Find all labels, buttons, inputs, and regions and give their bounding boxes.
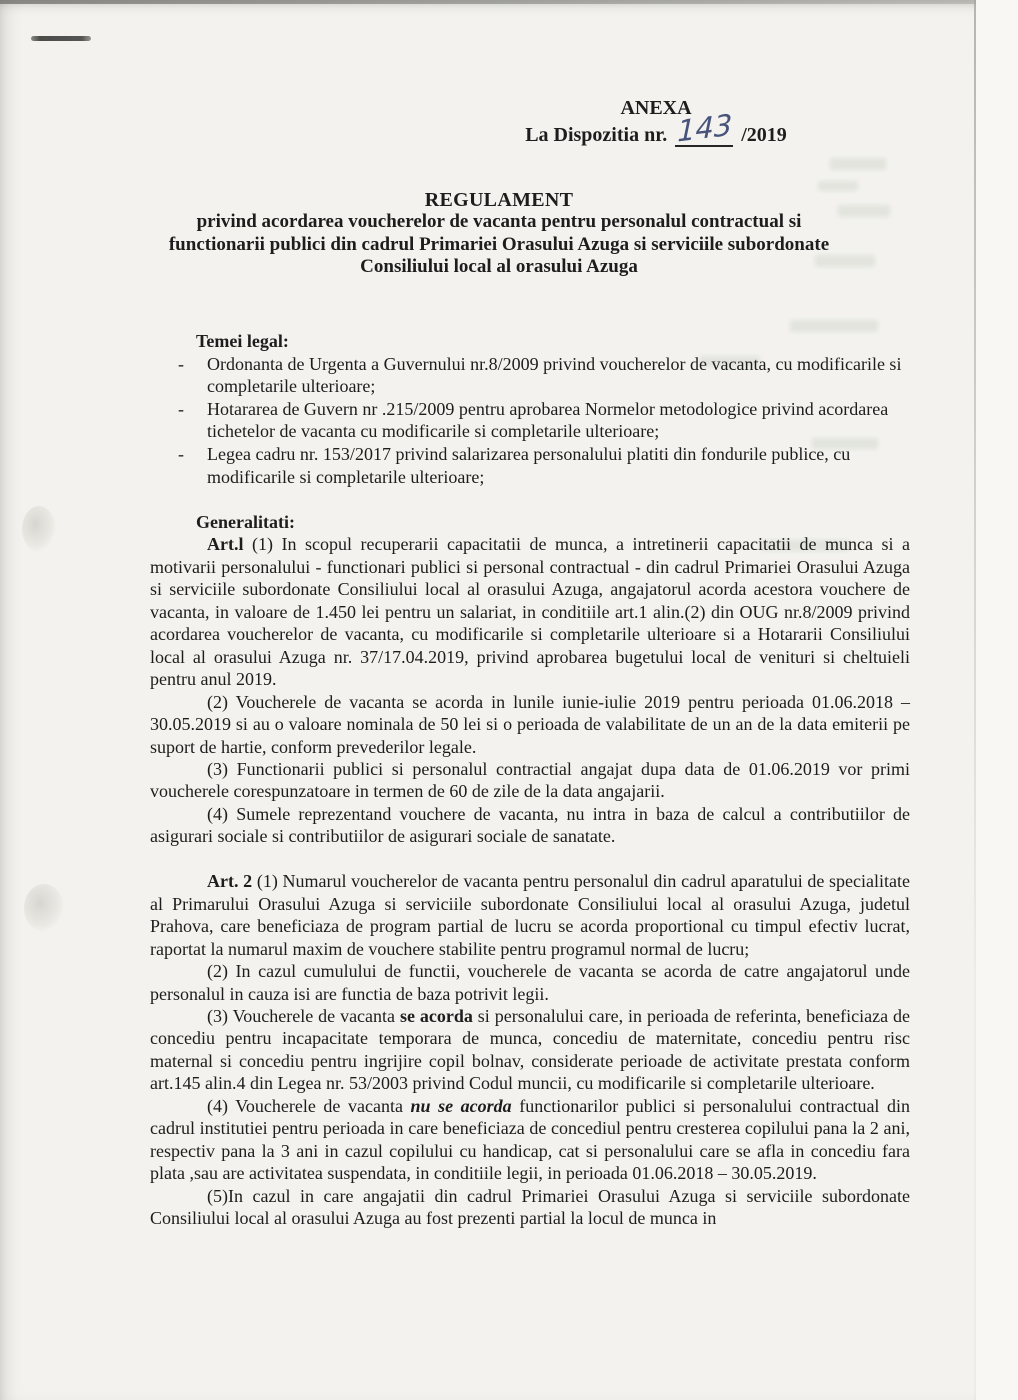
scan-top-edge-line (0, 0, 1018, 4)
article-1 (150, 533, 910, 847)
article-1-lead: Art.l (207, 534, 244, 555)
legal-basis-heading: Temei legal: (196, 331, 289, 351)
article-2-paragraph-3-pre: (3) Voucherele de vacanta (207, 1005, 400, 1026)
regulation-subtitle-line: functionarii publici din cadrul Primariei Orasului Azuga si serviciile subordonate (168, 233, 830, 255)
article-2-paragraph-2: (2) In cazul cumulului de functii, voucherele de vacanta se acorda de catre angajatorul unde personalul in cauza isi are functia de baza potrivit legii. (150, 961, 910, 1004)
generalities-section (150, 511, 910, 1229)
article-2 (150, 870, 910, 1229)
article-2-paragraph-4-emphasis: nu se acorda (410, 1095, 512, 1116)
article-1-paragraph-1 (150, 533, 910, 690)
article-2-paragraph-3-bold: se acorda (399, 1005, 473, 1026)
bullet-dash: - (178, 443, 184, 464)
article-1-paragraph-1-text: (1) In scopul recuperarii capacitatii de munca, a intretinerii capacitatii de munca si a motivarii personalului - functionari publici si personal contractual - din cadrul Primariei Orasului Azuga si serviciile subordonate Consiliului local al orasului Azuga, angajatorul acorda acestora vouchere de vacanta, in valoare de 1.450 lei pentru un salariat, in conditiile art.1 alin.(2) din OUG nr.8/2009 privind acordarea voucherelor de vacanta, cu modificarile si completarile ulterioare si a Hotararii Consiliului local al orasului Azuga nr. 37/17.04.2019, privind aprobarea bugetului local de venituri si cheltuieli pentru anul 2019. (150, 534, 910, 690)
article-2-paragraph-4 (150, 1095, 910, 1185)
disposition-year: /2019 (741, 124, 787, 146)
article-2-lead: Art. 2 (207, 871, 253, 892)
legal-basis-item (150, 443, 910, 488)
regulation-subtitle-line: Consiliului local al orasului Azuga (360, 256, 638, 278)
bullet-dash: - (178, 398, 184, 419)
article-2-paragraph-4-pre: (4) Voucherele de vacanta (207, 1095, 411, 1116)
regulation-heading: REGULAMENT (424, 189, 574, 211)
disposition-number-underline (675, 107, 733, 149)
page-fold-line (974, 0, 976, 1400)
regulation-subtitle-line: privind acordarea voucherelor de vacanta pentru personalul contractual si (196, 211, 802, 233)
handwritten-disposition-number: 143 (676, 107, 733, 149)
annex-header (518, 96, 794, 148)
disposition-prefix: La Dispozitia nr. (525, 124, 668, 146)
article-1-paragraph-2: (2) Voucherele de vacanta se acorda in lunile iunie-iulie 2019 pentru perioada 01.06.2018 – 30.05.2019 si au o valoare nominala de 50 lei si o perioada de valabilitate de un an de la data emiterii pe suport de hartie, conform prevederilor legale. (150, 691, 910, 757)
article-2-paragraph-1 (150, 870, 910, 960)
article-2-paragraph-1-text: (1) Numarul voucherelor de vacanta pentru personalul din cadrul aparatului de specialitate al Primarului Orasului Azuga si serviciile subordonate Consiliului local al orasului Azuga, judetul Prahova, care beneficiaza de program partial de lucru se acorda proportional cu timpul efectiv lucrat, raportat la numarul maxim de vouchere stabilite pentru programul normal de lucru; (150, 871, 911, 959)
legal-basis-item (150, 398, 910, 443)
legal-basis-item-text: Legea cadru nr. 153/2017 privind salarizarea personalului platiti din fondurile publice, cu modificarile si completarile ulterioare; (207, 443, 851, 487)
punch-hole-shadow (22, 506, 56, 552)
punch-hole-shadow (24, 884, 64, 932)
page-edge-strip (976, 0, 1018, 1400)
legal-basis-item (150, 353, 910, 398)
regulation-title-block (148, 189, 850, 279)
legal-basis-section (150, 330, 910, 488)
legal-basis-item-text: Hotararea de Guvern nr .215/2009 pentru aprobarea Normelor metodologice privind acordarea tichetelor de vacanta cu modificarile si completarile ulterioare; (207, 398, 889, 442)
article-1-paragraph-3: (3) Functionarii publici si personalul contractial angajat dupa data de 01.06.2019 vor primi voucherele corespunzatoare in termen de 60 de zile de la data angajarii. (150, 758, 910, 802)
generalities-heading: Generalitati: (196, 512, 295, 532)
bullet-dash: - (178, 353, 184, 374)
staple-mark (31, 36, 91, 41)
annex-label: ANEXA (620, 97, 692, 119)
bleedthrough-mark (830, 158, 886, 170)
article-1-paragraph-4: (4) Sumele reprezentand vouchere de vacanta, nu intra in baza de calcul a contributiilor de asigurari sociale si contributiilor de asigurari sociale de sanatate. (150, 803, 910, 847)
article-2-paragraph-5: (5)In cazul in care angajatii din cadrul Primariei Orasului Azuga si serviciile subordonate Consiliului local al orasului Azuga au fost prezenti partial la locul de munca in (150, 1185, 910, 1229)
legal-basis-item-text: Ordonanta de Urgenta a Guvernului nr.8/2009 privind voucherelor de vacanta, cu modificarile si completarile ulterioare; (207, 353, 902, 397)
article-2-paragraph-3-post: si personalului care, in perioada de referinta, beneficiaza de concediu pentru incapacitate temporara de munca, concediu de maternitate, concediu pentru risc maternal si concediu pentru ingrijire copil bolnav, considerate perioade de activitate prestata conform art.145 alin.4 din Legea nr. 53/2003 privind Codul muncii, cu modificarile si completarile ulterioare. (150, 1005, 910, 1094)
article-2-paragraph-4-post: functionarilor publici si personalului contractual din cadrul institutiei pentru perioada in care beneficiaza de concediul pentru cresterea copilului pana la 2 ani, respectiv pana la 3 ani in cazul copilului cu handicap, cat si personalului care se afla in concediu fara plata ,sau are activitatea suspendata, in conditiile legii, in perioada 01.06.2018 – 30.05.2019. (150, 1095, 911, 1184)
article-2-paragraph-3 (150, 1005, 910, 1095)
